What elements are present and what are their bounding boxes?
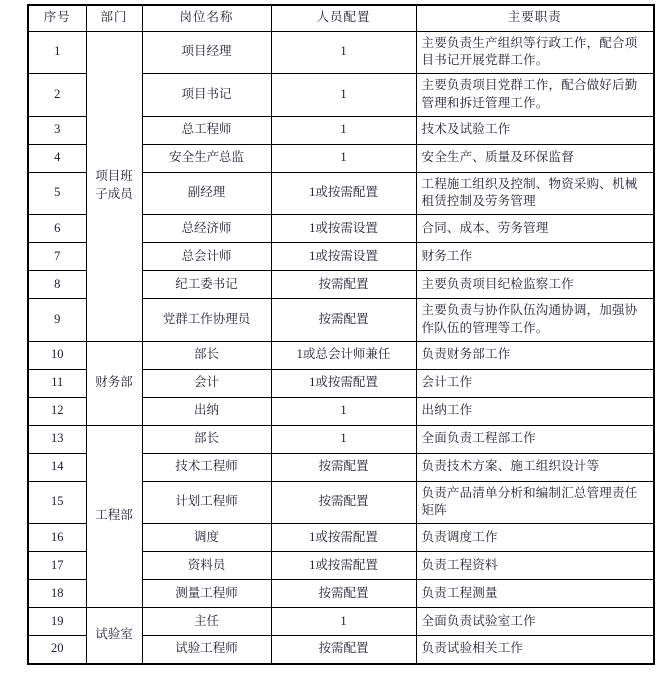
cell-staffing: 1 xyxy=(271,74,416,117)
cell-responsibilities: 合同、成本、劳务管理 xyxy=(416,215,654,243)
cell-staffing: 1或按需设置 xyxy=(271,215,416,243)
cell-position-name: 项目书记 xyxy=(142,74,271,117)
cell-staffing: 1 xyxy=(271,31,416,74)
cell-staffing: 按需配置 xyxy=(271,580,416,608)
cell-department: 项目班子成员 xyxy=(86,31,142,341)
cell-staffing: 1或总会计师兼任 xyxy=(271,341,416,369)
cell-responsibilities: 负责试验相关工作 xyxy=(416,636,654,664)
cell-staffing: 1 xyxy=(271,144,416,172)
header-row xyxy=(28,5,654,31)
cell-position-name: 总会计师 xyxy=(142,243,271,271)
cell-sequence-number: 14 xyxy=(28,453,86,481)
cell-sequence-number: 6 xyxy=(28,215,86,243)
cell-position-name: 技术工程师 xyxy=(142,453,271,481)
org-staffing-table xyxy=(27,4,655,665)
cell-position-name: 党群工作协理员 xyxy=(142,299,271,342)
cell-responsibilities: 全面负责试验室工作 xyxy=(416,608,654,636)
cell-sequence-number: 15 xyxy=(28,481,86,524)
cell-position-name: 资料员 xyxy=(142,552,271,580)
cell-responsibilities: 主要负责项目纪检监察工作 xyxy=(416,271,654,299)
cell-staffing: 1或按需设置 xyxy=(271,243,416,271)
cell-responsibilities: 主要负责项目党群工作，配合做好后勤管理和拆迁管理工作。 xyxy=(416,74,654,117)
cell-position-name: 调度 xyxy=(142,524,271,552)
cell-position-name: 会计 xyxy=(142,369,271,397)
cell-staffing: 1 xyxy=(271,116,416,144)
cell-position-name: 计划工程师 xyxy=(142,481,271,524)
cell-sequence-number: 19 xyxy=(28,608,86,636)
cell-position-name: 部长 xyxy=(142,425,271,453)
cell-sequence-number: 9 xyxy=(28,299,86,342)
table-row xyxy=(28,341,654,369)
cell-department: 试验室 xyxy=(86,608,142,664)
cell-sequence-number: 2 xyxy=(28,74,86,117)
cell-responsibilities: 安全生产、质量及环保监督 xyxy=(416,144,654,172)
cell-staffing: 1或按需配置 xyxy=(271,172,416,215)
cell-position-name: 出纳 xyxy=(142,397,271,425)
cell-sequence-number: 18 xyxy=(28,580,86,608)
cell-responsibilities: 技术及试验工作 xyxy=(416,116,654,144)
cell-responsibilities: 负责工程资料 xyxy=(416,552,654,580)
cell-responsibilities: 主要负责与协作队伍沟通协调，加强协作队伍的管理等工作。 xyxy=(416,299,654,342)
cell-staffing: 1或按需配置 xyxy=(271,369,416,397)
table-row xyxy=(28,608,654,636)
cell-responsibilities: 工程施工组织及控制、物资采购、机械租赁控制及劳务管理 xyxy=(416,172,654,215)
table-row xyxy=(28,425,654,453)
cell-responsibilities: 会计工作 xyxy=(416,369,654,397)
cell-sequence-number: 17 xyxy=(28,552,86,580)
cell-responsibilities: 负责产品清单分析和编制汇总管理责任矩阵 xyxy=(416,481,654,524)
cell-sequence-number: 12 xyxy=(28,397,86,425)
cell-sequence-number: 4 xyxy=(28,144,86,172)
cell-sequence-number: 8 xyxy=(28,271,86,299)
cell-sequence-number: 16 xyxy=(28,524,86,552)
cell-position-name: 部长 xyxy=(142,341,271,369)
column-header-no: 序号 xyxy=(28,5,86,31)
cell-responsibilities: 负责调度工作 xyxy=(416,524,654,552)
cell-responsibilities: 主要负责生产组织等行政工作，配合项目书记开展党群工作。 xyxy=(416,31,654,74)
table-body xyxy=(28,31,654,664)
cell-sequence-number: 1 xyxy=(28,31,86,74)
cell-sequence-number: 5 xyxy=(28,172,86,215)
cell-staffing: 1 xyxy=(271,397,416,425)
cell-staffing: 1或按需配置 xyxy=(271,524,416,552)
cell-position-name: 试验工程师 xyxy=(142,636,271,664)
cell-position-name: 总工程师 xyxy=(142,116,271,144)
cell-staffing: 按需配置 xyxy=(271,636,416,664)
column-header-dept: 部门 xyxy=(86,5,142,31)
cell-responsibilities: 负责技术方案、施工组织设计等 xyxy=(416,453,654,481)
cell-staffing: 按需配置 xyxy=(271,299,416,342)
cell-sequence-number: 7 xyxy=(28,243,86,271)
cell-staffing: 按需配置 xyxy=(271,453,416,481)
column-header-duty: 主要职责 xyxy=(416,5,654,31)
cell-position-name: 纪工委书记 xyxy=(142,271,271,299)
cell-responsibilities: 负责工程测量 xyxy=(416,580,654,608)
cell-responsibilities: 财务工作 xyxy=(416,243,654,271)
cell-position-name: 测量工程师 xyxy=(142,580,271,608)
cell-staffing: 按需配置 xyxy=(271,481,416,524)
column-header-staff: 人员配置 xyxy=(271,5,416,31)
cell-staffing: 1或按需配置 xyxy=(271,552,416,580)
cell-position-name: 项目经理 xyxy=(142,31,271,74)
cell-sequence-number: 13 xyxy=(28,425,86,453)
cell-responsibilities: 出纳工作 xyxy=(416,397,654,425)
cell-position-name: 安全生产总监 xyxy=(142,144,271,172)
cell-staffing: 按需配置 xyxy=(271,271,416,299)
cell-sequence-number: 11 xyxy=(28,369,86,397)
cell-department: 工程部 xyxy=(86,425,142,608)
cell-staffing: 1 xyxy=(271,608,416,636)
column-header-post: 岗位名称 xyxy=(142,5,271,31)
cell-sequence-number: 10 xyxy=(28,341,86,369)
cell-position-name: 副经理 xyxy=(142,172,271,215)
cell-responsibilities: 全面负责工程部工作 xyxy=(416,425,654,453)
cell-position-name: 总经济师 xyxy=(142,215,271,243)
cell-position-name: 主任 xyxy=(142,608,271,636)
cell-sequence-number: 20 xyxy=(28,636,86,664)
table-row xyxy=(28,31,654,74)
cell-department: 财务部 xyxy=(86,341,142,425)
cell-sequence-number: 3 xyxy=(28,116,86,144)
table-header xyxy=(28,5,654,31)
cell-staffing: 1 xyxy=(271,425,416,453)
cell-responsibilities: 负责财务部工作 xyxy=(416,341,654,369)
